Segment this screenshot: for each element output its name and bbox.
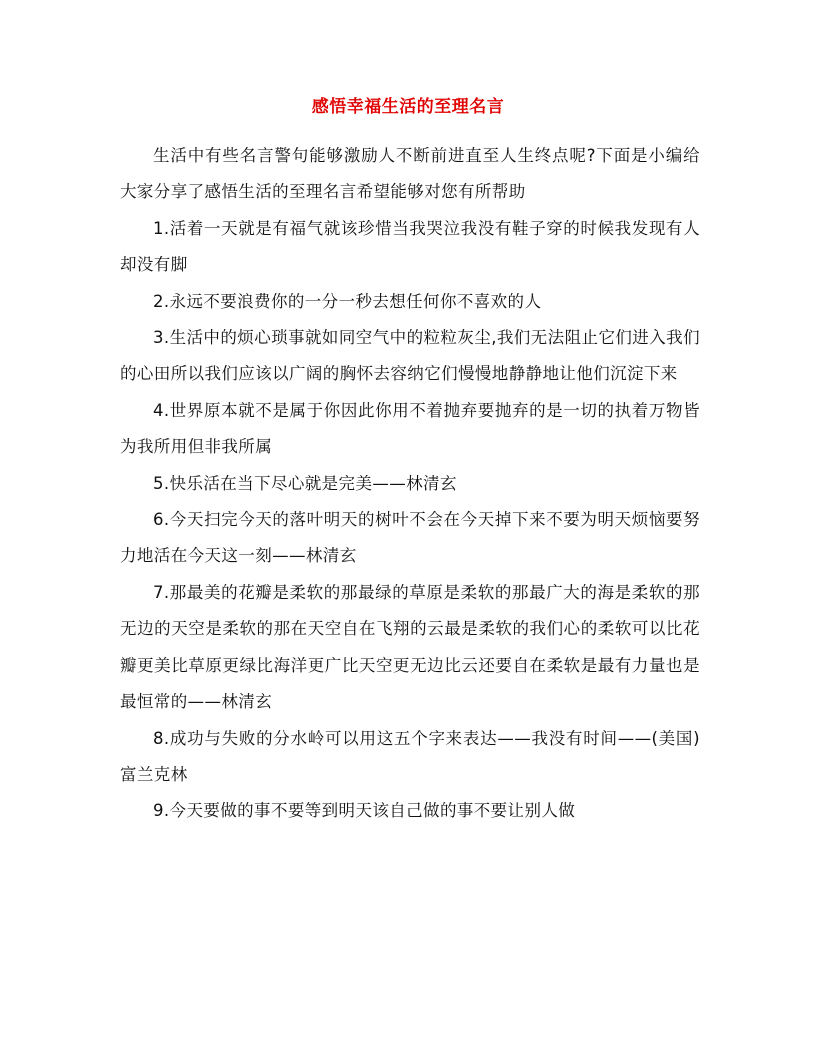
quote-paragraph-6: 6.今天扫完今天的落叶明天的树叶不会在今天掉下来不要为明天烦恼要努力地活在今天这一刻——林清玄 [120, 510, 700, 566]
intro-paragraph: 生活中有些名言警句能够激励人不断前进直至人生终点呢?下面是小编给大家分享了感悟生活的至理名言希望能够对您有所帮助 [120, 146, 700, 202]
document-body [120, 138, 700, 830]
document-title: 感悟幸福生活的至理名言 [311, 97, 505, 117]
quote-paragraph-1: 1.活着一天就是有福气就该珍惜当我哭泣我没有鞋子穿的时候我发现有人却没有脚 [120, 218, 700, 275]
quote-paragraph-5: 5.快乐活在当下尽心就是完美——林清玄 [153, 473, 457, 493]
quote-paragraph-8: 8.成功与失败的分水岭可以用这五个字来表达——我没有时间——(美国)富兰克林 [120, 728, 700, 784]
quote-paragraph-9: 9.今天要做的事不要等到明天该自己做的事不要让别人做 [153, 801, 576, 821]
quote-paragraph-7: 7.那最美的花瓣是柔软的那最绿的草原是柔软的那最广大的海是柔软的那无边的天空是柔软的那在天空自在飞翔的云最是柔软的我们心的柔软可以比花瓣更美比草原更绿比海洋更广比天空更无边比云还要自在柔软是最有力量也是最恒常的——林清玄 [120, 582, 700, 712]
quote-paragraph-2: 2.永远不要浪费你的一分一秒去想任何你不喜欢的人 [153, 291, 542, 311]
quote-paragraph-4: 4.世界原本就不是属于你因此你用不着抛弃要抛弃的是一切的执着万物皆为我所用但非我所属 [120, 400, 700, 457]
quote-paragraph-3: 3.生活中的烦心琐事就如同空气中的粒粒灰尘,我们无法阻止它们进入我们的心田所以我们应该以广阔的胸怀去容纳它们慢慢地静静地让他们沉淀下来 [120, 328, 700, 384]
